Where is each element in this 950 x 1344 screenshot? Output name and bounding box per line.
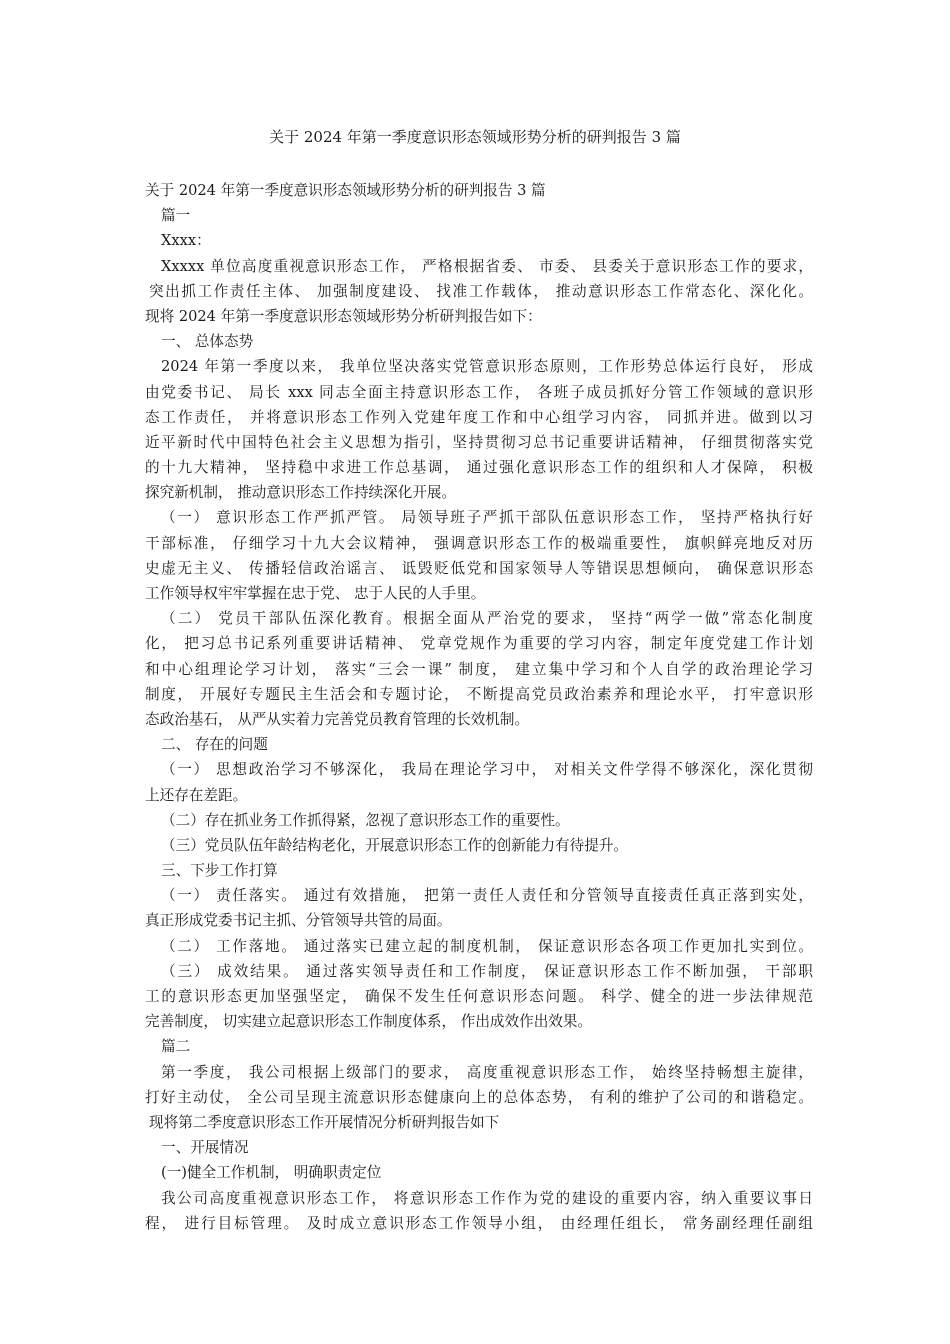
document-header: 关于 2024 年第一季度意识形态领域形势分析的研判报告 3 篇 (269, 128, 681, 146)
text-line: （二） 党员干部队伍深化教育。根据全面从严治党的要求， 坚持“两学一做”常态化制度 (161, 610, 813, 628)
text-line: 二、 存在的问题 (161, 736, 268, 754)
text-line: 程， 进行目标管理。 及时成立意识形态工作领导小组， 由经理任组长， 常务副经理任副组 (145, 1214, 813, 1232)
text-line: Xxxx： (161, 232, 211, 250)
document-body (145, 178, 813, 1236)
text-line: 干部标准， 仔细学习十九大会议精神， 强调意识形态工作的极端重要性， 旗帜鲜亮地反对历 (145, 534, 813, 552)
text-line: 化， 把习总书记系列重要讲话精神、 党章党规作为重要的学习内容，制定年度党建工作计划 (145, 635, 813, 653)
text-line: 打好主动仗， 全公司呈现主流意识形态健康向上的总体态势， 有利的维护了公司的和谐稳定。 (145, 1088, 813, 1106)
text-line: （一） 责任落实。 通过有效措施， 把第一责任人责任和分管领导直接责任真正落到实处， (161, 887, 813, 905)
text-line: (一)健全工作机制， 明确职责定位 (161, 1164, 382, 1182)
text-line: 由党委书记、 局长 xxx 同志全面主持意识形态工作， 各班子成员抓好分管工作领域的意识形 (145, 383, 813, 401)
text-line: 真正形成党委书记主抓、分管领导共管的局面。 (145, 912, 452, 930)
text-line: 关于 2024 年第一季度意识形态领域形势分析的研判报告 3 篇 (145, 182, 546, 199)
text-line: （一） 意识形态工作严抓严管。 局领导班子严抓干部队伍意识形态工作， 坚持严格执行好 (161, 509, 813, 527)
text-line: （二） 工作落地。 通过落实已建立起的制度机制， 保证意识形态各项工作更加扎实到位。 (161, 937, 813, 955)
text-line: 篇二 (161, 1038, 191, 1056)
text-line: 现将第二季度意识形态工作开展情况分析研判报告如下 (149, 1113, 500, 1131)
text-line: 的十九大精神， 坚持稳中求进工作总基调， 通过强化意识形态工作的组织和人才保障， 积极 (145, 459, 813, 477)
text-line: 制度， 开展好专题民主生活会和专题讨论， 不断提高党员政治素养和理论水平， 打牢意识形 (145, 685, 813, 703)
text-line: 我公司高度重视意识形态工作， 将意识形态工作作为党的建设的重要内容，纳入重要议事日 (161, 1189, 813, 1207)
text-line: （三）党员队伍年龄结构老化，开展意识形态工作的创新能力有待提升。 (161, 836, 629, 854)
text-line: 近平新时代中国特色社会主义思想为指引，坚持贯彻习总书记重要讲话精神， 仔细贯彻落实党 (145, 433, 813, 451)
text-line: 2024 年第一季度以来， 我单位坚决落实党管意识形态原则，工作形势总体运行良好， 形成 (161, 358, 813, 376)
text-line: 一、开展情况 (161, 1139, 249, 1157)
text-line: 篇一 (161, 207, 191, 225)
text-line: （一） 思想政治学习不够深化， 我局在理论学习中， 对相关文件学得不够深化，深化贯彻 (161, 761, 813, 779)
text-line: 探究新机制， 推动意识形态工作持续深化开展。 (145, 484, 457, 502)
text-line: 史虚无主义、 传播轻信政治谣言、 诋毁贬低党和国家领导人等错误思想倾向， 确保意识形态 (145, 559, 813, 577)
text-line: 现将 2024 年第一季度意识形态领域形势分析研判报告如下： (145, 307, 542, 325)
text-line: （二）存在抓业务工作抓得紧，忽视了意识形态工作的重要性。 (161, 811, 570, 829)
text-line: 三、下步工作打算 (161, 862, 278, 880)
text-line: 和中心组理论学习计划， 落实“三会一课” 制度， 建立集中学习和个人自学的政治理论学习 (145, 660, 813, 678)
text-line: 工的意识形态更加坚强坚定， 确保不发生任何意识形态问题。 科学、健全的进一步法律规范 (145, 988, 813, 1005)
text-line: 上还存在差距。 (145, 786, 248, 804)
text-line: 工作领导权牢牢掌握在忠于党、 忠于人民的人手里。 (145, 585, 486, 602)
text-line: 突出抓工作责任主体、 加强制度建设、 找准工作载体， 推动意识形态工作常态化、深化化。 (149, 282, 813, 300)
text-line: 态政治基石， 从严从实着力完善党员教育管理的长效机制。 (145, 710, 530, 728)
text-line: （三） 成效结果。 通过落实领导责任和工作制度， 保证意识形态工作不断加强， 干部职 (161, 962, 813, 980)
text-line: 态工作责任， 并将意识形态工作列入党建年度工作和中心组学习内容， 同抓并进。做到以习 (145, 408, 813, 426)
text-line: 一、 总体态势 (161, 333, 254, 351)
text-line: 完善制度， 切实建立起意识形态工作制度体系， 作出成效作出效果。 (145, 1013, 593, 1031)
text-line: 第一季度， 我公司根据上级部门的要求， 高度重视意识形态工作， 始终坚持畅想主旋律， (161, 1063, 813, 1081)
text-line: Xxxxx 单位高度重视意识形态工作， 严格根据省委、 市委、 县委关于意识形态工作的要求， (161, 257, 813, 275)
